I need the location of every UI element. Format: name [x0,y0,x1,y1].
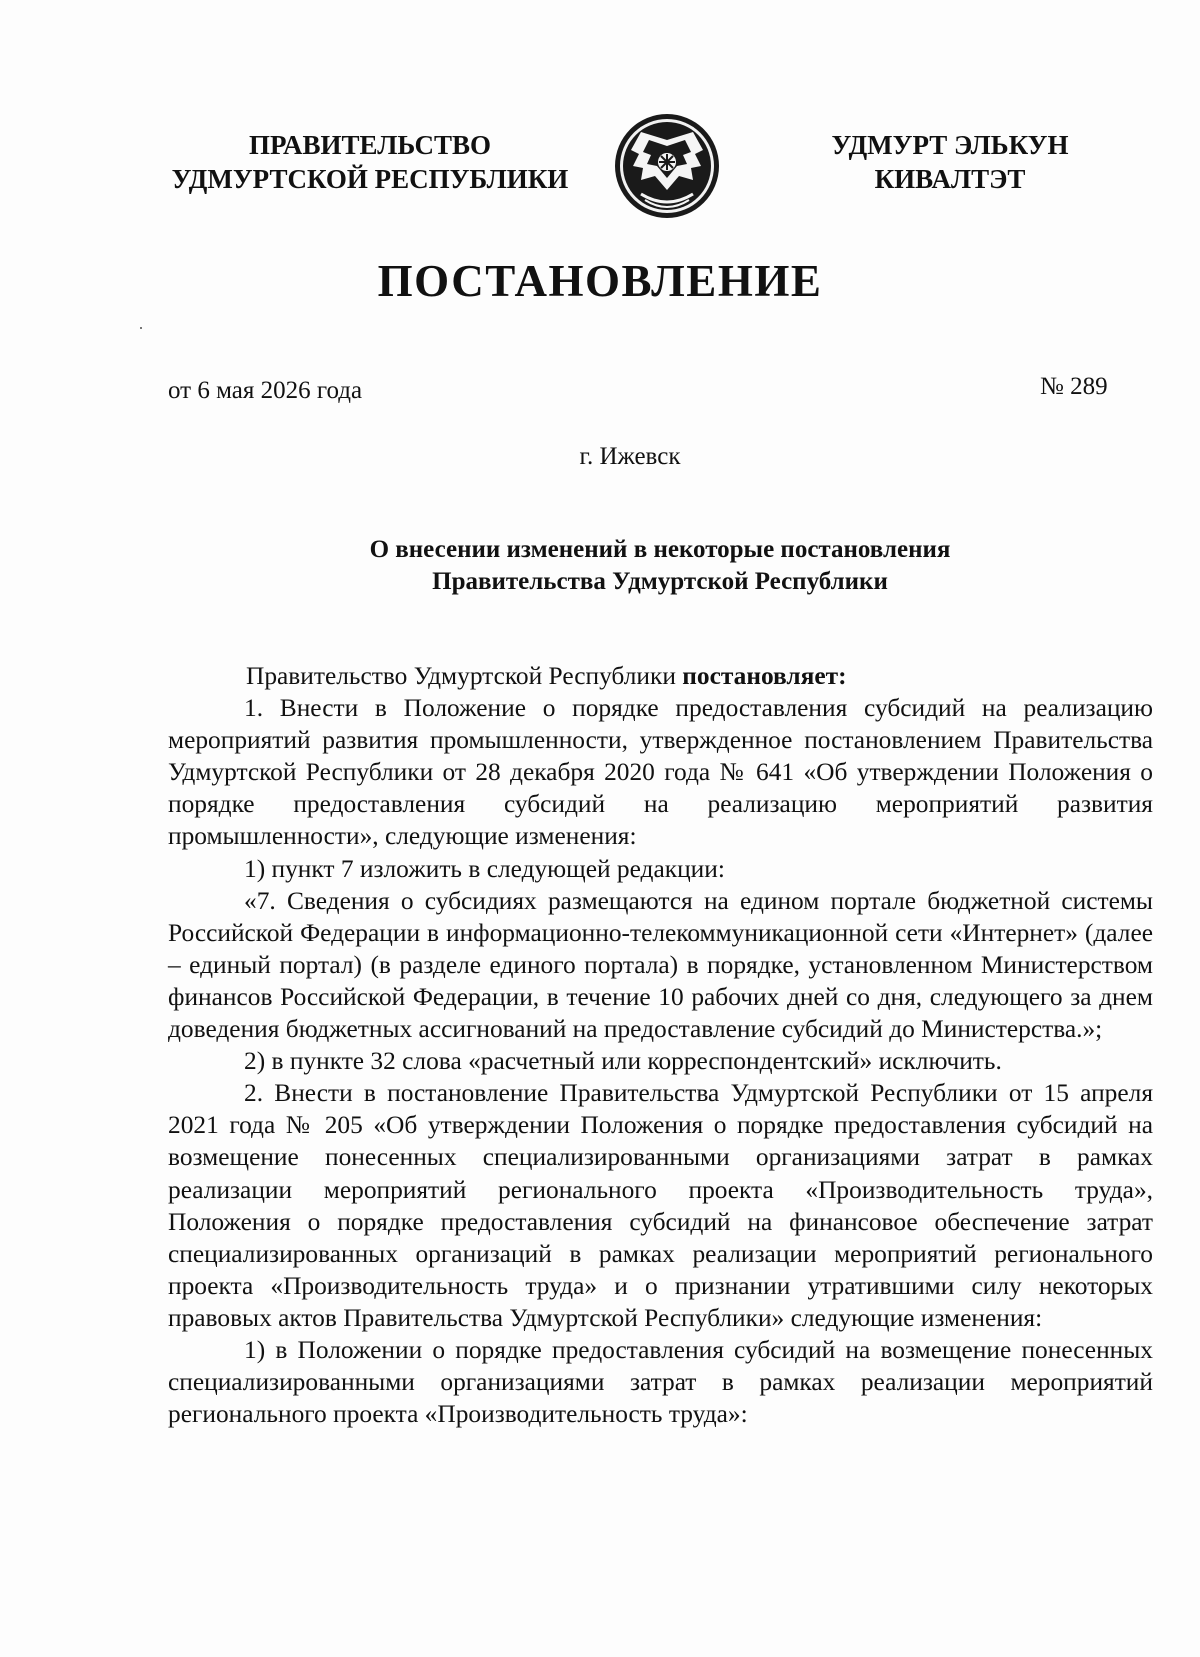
body-paragraph: «7. Сведения о субсидиях размещаются на едином портале бюджетной системы Российской Федерации в информационно-телекоммуникационной сети «Интернет» (далее – единый портал) (в разделе единого портала) в порядке, установленном Министерством финансов Российской Федерации, в течение 10 рабочих дней со дня, следующего за днем доведения бюджетных ассигнований на предоставление субсидий до Министерства.»; [168,886,1153,1044]
government-name-line-1: ПРАВИТЕЛЬСТВО [248,130,492,160]
body-paragraph: 1) в Положении о порядке предоставления субсидий на возмещение понесенных специализированными организациями затрат в рамках реализации мероприятий регионального проекта «Производительность труда»: [168,1335,1153,1429]
scan-speck [140,327,142,329]
intro-text: Правительство Удмуртской Республики [246,662,683,690]
document-type-title: ПОСТАНОВЛЕНИЕ [377,256,823,306]
government-name-udmurt-line-2: КИВАЛТЭТ [874,164,1026,194]
document-subject-line-2: Правительства Удмуртской Республики [432,568,888,595]
document-number: № 289 [1040,373,1108,400]
intro-resolves: постановляет: [682,662,847,690]
government-name-udmurt-line-1: УДМУРТ ЭЛЬКУН [831,130,1069,160]
body-paragraph: 1. Внести в Положение о порядке предоставления субсидий на реализацию мероприятий развития промышленности, утвержденное постановлением Правительства Удмуртской Республики от 28 декабря 2020 года № 641 «Об утверждении Положения о порядке предоставления субсидий на реализацию мероприятий развития промышленности», следующие изменения: [168,694,1153,851]
government-name-russian [150,128,590,196]
document-subject [200,534,1120,598]
body-paragraph: 1) пункт 7 изложить в следующей редакции: [244,854,725,883]
document-subject-line-1: О внесении изменений в некоторые постановления [369,536,951,563]
body-paragraph: 2) в пункте 32 слова «расчетный или корреспондентский» исключить. [244,1047,1002,1076]
document-city: г. Ижевск [579,443,681,470]
intro-paragraph [168,660,1153,692]
body-paragraph: 2. Внести в постановление Правительства Удмуртской Республики от 15 апреля 2021 года № 205 «Об утверждении Положения о порядке предоставления субсидий на возмещение понесенных специализированными организациями затрат в рамках реализации мероприятий регионального проекта «Производительность труда», Положения о порядке предоставления субсидий на финансовое обеспечение затрат специализированных организаций в рамках реализации мероприятий регионального проекта «Производительность труда» и о признании утратившими силу некоторых правовых актов Правительства Удмуртской Республики» следующие изменения: [168,1079,1153,1332]
document-date: от 6 мая 2026 года [168,377,363,404]
government-name-line-2: УДМУРТСКОЙ РЕСПУБЛИКИ [171,164,569,194]
coat-of-arms-icon [611,110,723,222]
government-name-udmurt [790,128,1110,196]
document-body [168,660,1153,1430]
